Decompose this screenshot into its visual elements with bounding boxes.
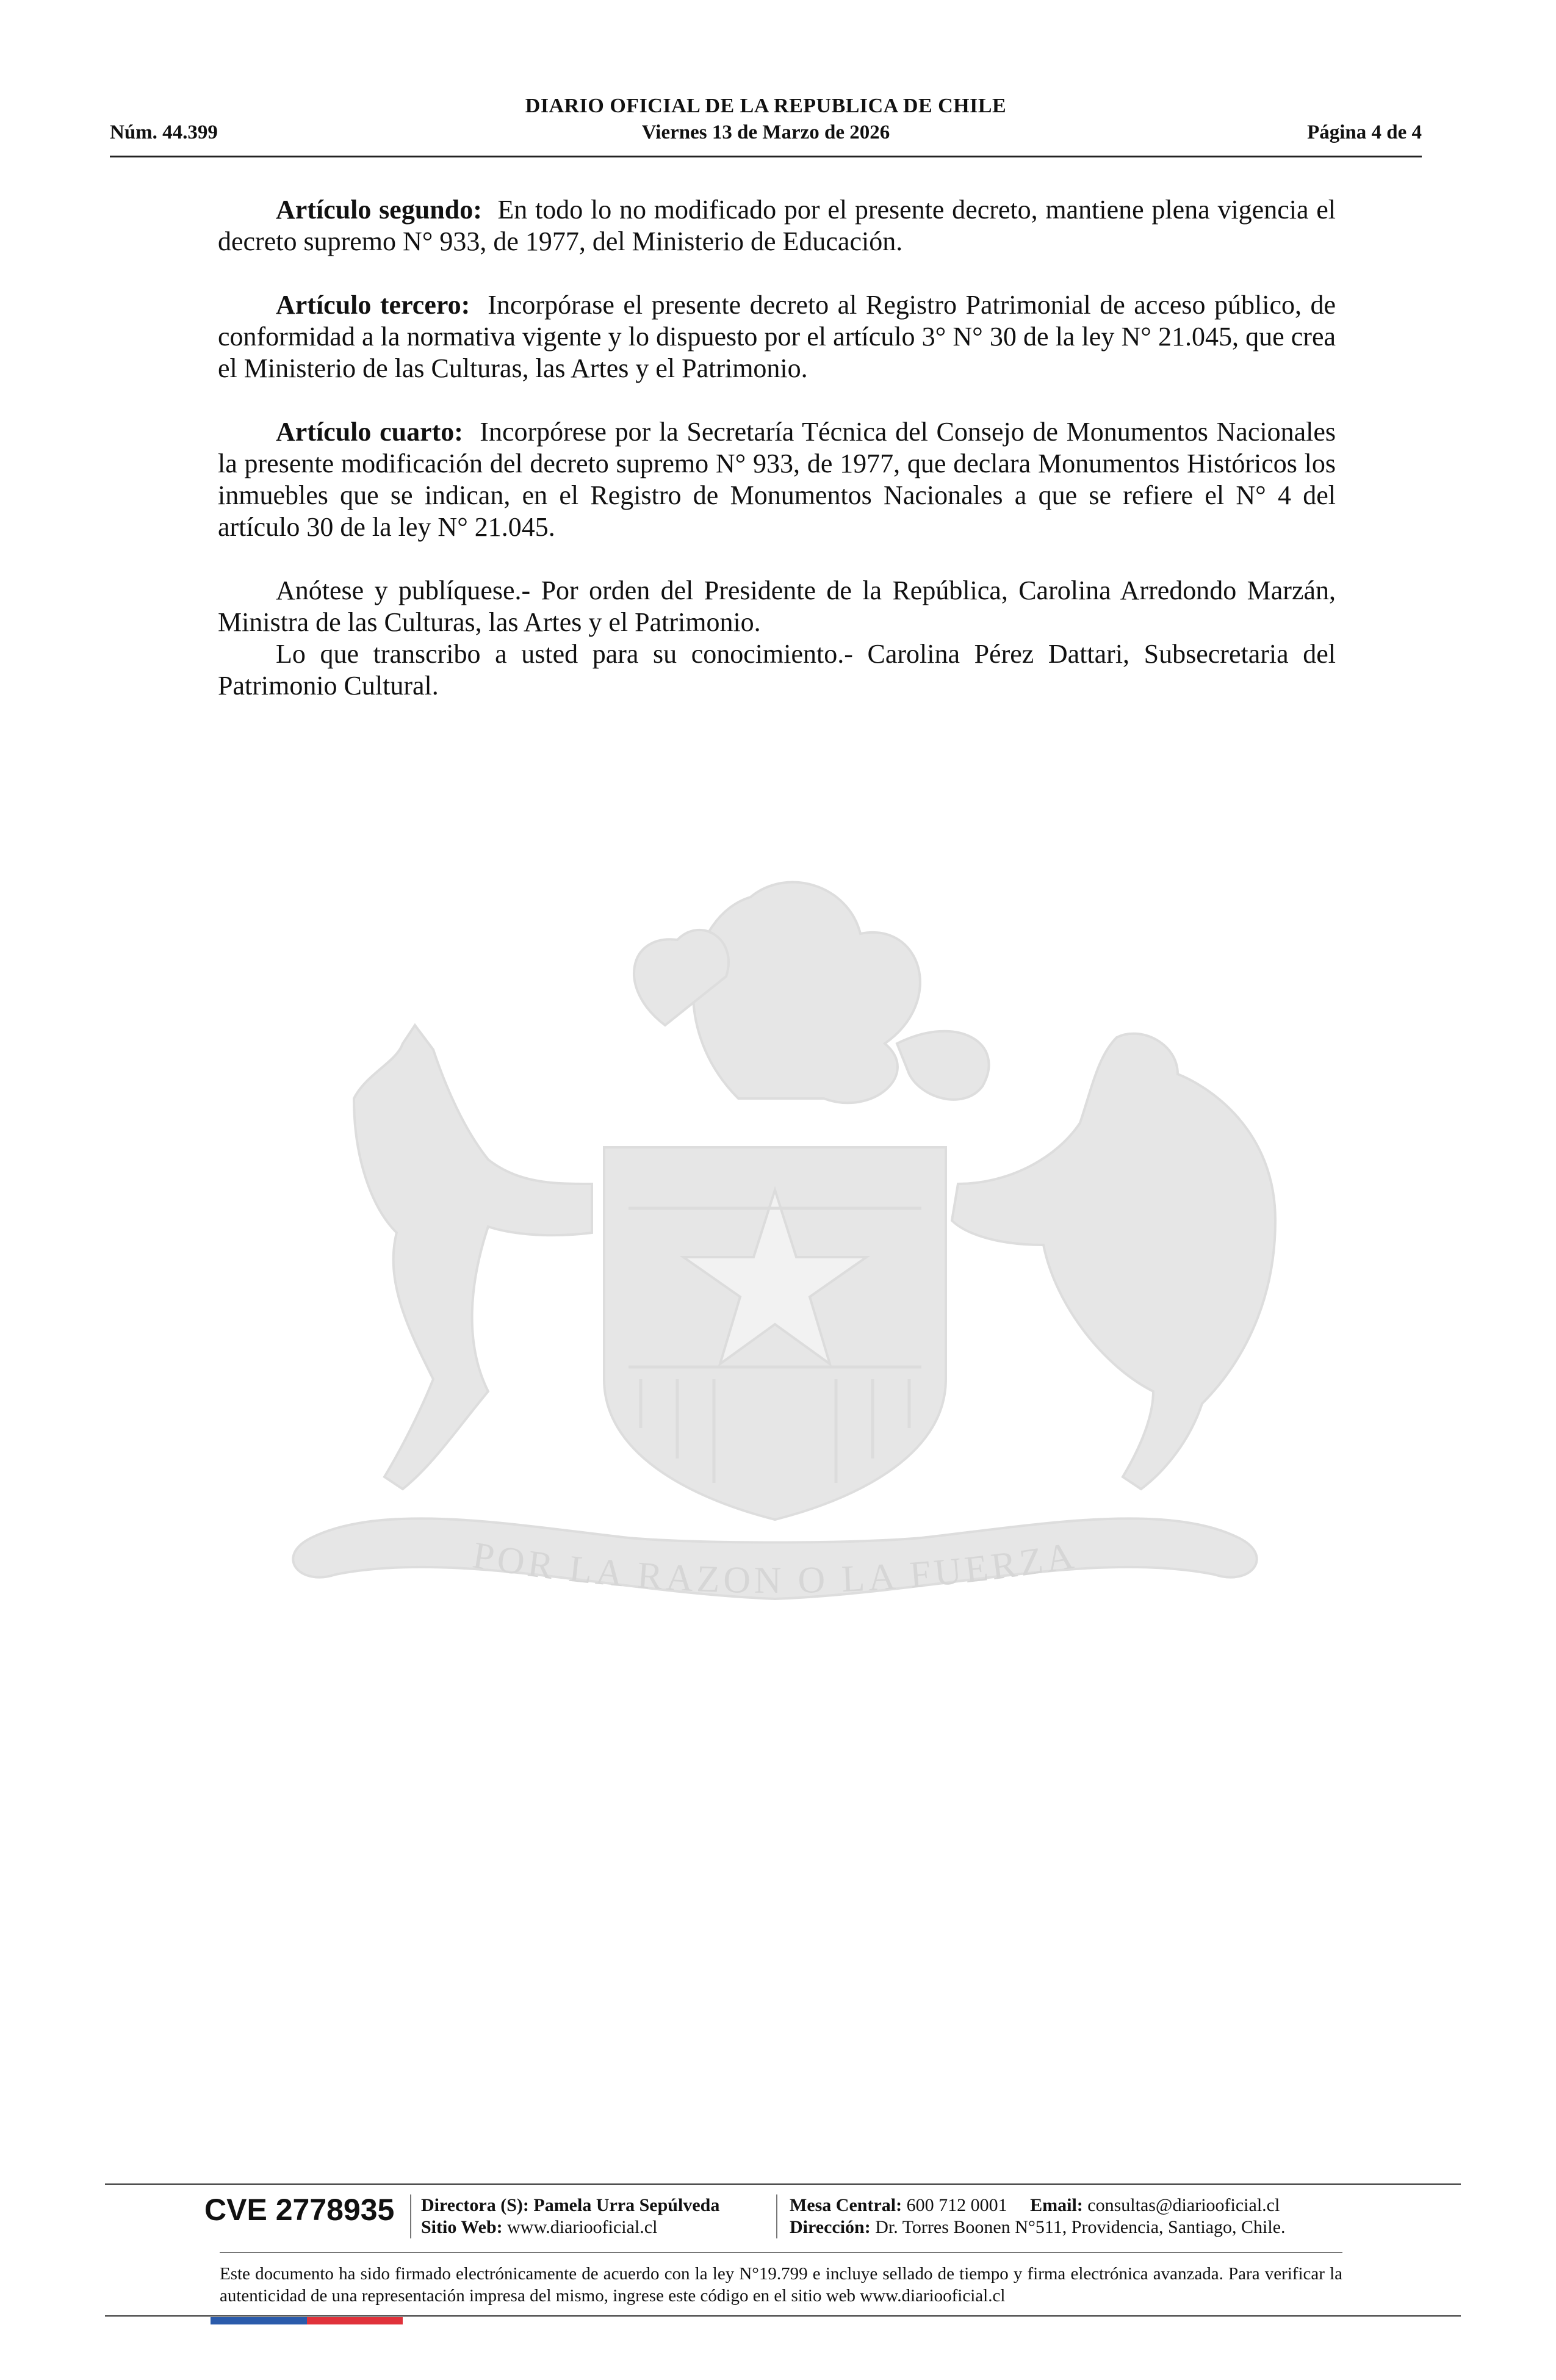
phone-value: 600 712 0001 bbox=[906, 2195, 1007, 2215]
decree-body bbox=[218, 194, 1336, 702]
article-second bbox=[218, 194, 1336, 258]
motto-text: POR LA RAZON O LA FUERZA bbox=[470, 1534, 1080, 1602]
article-heading: Artículo tercero: bbox=[276, 290, 470, 320]
publish-order: Anótese y publíquese.- Por orden del Presidente de la República, Carolina Arredondo Marzán, Ministra de las Culturas, las Artes y el Patrimonio. bbox=[218, 575, 1336, 637]
contact-info bbox=[790, 2194, 1286, 2238]
header-divider bbox=[110, 156, 1422, 157]
cve-code: CVE 2778935 bbox=[204, 2193, 395, 2227]
flag-color-stripe bbox=[211, 2317, 403, 2324]
article-text: Incorpórase el presente decreto al Registro Patrimonial de acceso público, de conformidad a la normativa vigente y lo dispuesto por el artículo 3° N° 30 de la ley N° 21.045, que crea el Ministerio de las Culturas, las Artes y el Patrimonio. bbox=[218, 290, 1336, 383]
transcription-note: Lo que transcribo a usted para su conocimiento.- Carolina Pérez Dattari, Subsecretaria del Patrimonio Cultural. bbox=[218, 639, 1336, 701]
article-text: En todo lo no modificado por el presente decreto, mantiene plena vigencia el decreto supremo N° 933, de 1977, del Ministerio de Educación. bbox=[218, 195, 1336, 256]
footer-separator bbox=[776, 2194, 777, 2238]
coat-of-arms-watermark bbox=[201, 842, 1349, 1672]
stripe-blue bbox=[211, 2317, 307, 2324]
director-name: Directora (S): Pamela Urra Sepúlveda bbox=[421, 2195, 720, 2215]
article-text: Incorpórese por la Secretaría Técnica del Consejo de Monumentos Nacionales la presente modificación del decreto supremo N° 933, de 1977, que declara Monumentos Históricos los inmuebles que se indican, en el Registro de Monumentos Nacionales a que se refiere el N° 4 del artículo 30 de la ley N° 21.045. bbox=[218, 417, 1336, 542]
article-heading: Artículo segundo: bbox=[276, 195, 482, 225]
electronic-signature-notice: Este documento ha sido firmado electrónicamente de acuerdo con la ley N°19.799 e incluye sellado de tiempo y firma electrónica avanzada. Para verificar la autenticidad de una representación impresa del mismo, ingrese este código en el sitio web www.diariooficial.cl bbox=[220, 2264, 1342, 2306]
address-label: Dirección: bbox=[790, 2217, 871, 2237]
footer-mid-divider bbox=[220, 2252, 1342, 2253]
coat-of-arms-icon bbox=[201, 842, 1349, 1672]
email-link[interactable]: consultas@diariooficial.cl bbox=[1087, 2195, 1280, 2215]
director-info bbox=[421, 2194, 719, 2238]
phone-label: Mesa Central: bbox=[790, 2195, 902, 2215]
page-number: Página 4 de 4 bbox=[1307, 121, 1422, 143]
website-label: Sitio Web: bbox=[421, 2217, 503, 2237]
issue-number: Núm. 44.399 bbox=[110, 121, 218, 143]
footer-separator bbox=[410, 2194, 411, 2238]
website-link[interactable]: www.diariooficial.cl bbox=[507, 2217, 658, 2237]
issue-date: Viernes 13 de Marzo de 2026 bbox=[641, 121, 890, 143]
newspaper-title: DIARIO OFICIAL DE LA REPUBLICA DE CHILE bbox=[525, 95, 1007, 117]
stripe-red bbox=[307, 2317, 403, 2324]
footer-bottom-divider bbox=[105, 2315, 1461, 2317]
article-fourth bbox=[218, 416, 1336, 543]
page-header bbox=[110, 95, 1422, 156]
article-third bbox=[218, 289, 1336, 384]
footer-top-divider bbox=[105, 2183, 1461, 2185]
email-label: Email: bbox=[1030, 2195, 1083, 2215]
article-heading: Artículo cuarto: bbox=[276, 417, 463, 447]
address-value: Dr. Torres Boonen N°511, Providencia, Santiago, Chile. bbox=[875, 2217, 1286, 2237]
